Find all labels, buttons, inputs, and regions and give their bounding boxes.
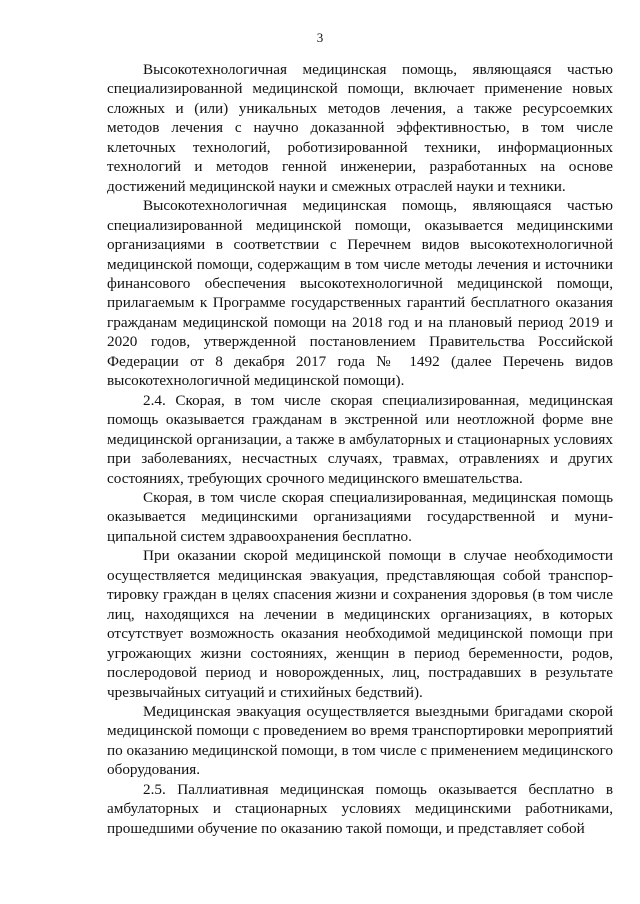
paragraph-emergency-care-free: Скорая, в том числе скорая специализированная, медицинская помощь оказывается медицинскими организациями государственной и муниципальной систем здравоохранения бесплатно. — [107, 488, 613, 545]
paragraph-high-tech-care-definition: Высокотехнологичная медицинская помощь, являющаяся частью специализированной медицинской помощи, включает применение новых сложных и (или) уникальных методов лечения, а также ресурсоемких методов лечения с научно доказанной эффективностью, в том числе клеточных технологий, роботизированной техники, информационных технологий и методов генной инженерии, разработанных на основе достижений медицинской науки и смежных отраслей науки и техники. — [107, 61, 613, 195]
paragraph-evacuation-teams: Медицинская эвакуация осуществляется выездными бригадами скорой медицинской помощи с проведением во время транспортировки мероприятий по оказанию медицинской помощи, в том числе с применением медицинского оборудования. — [107, 702, 613, 779]
paragraph-medical-evacuation: При оказании скорой медицинской помощи в случае необходимости осуществляется медицинская эвакуация, представляющая собой транспортировку граждан в целях спасения жизни и сохранения здоровья (в том числе лиц, находящихся на лечении в медицинских организациях, в которых отсутствует возможность оказания необходимой медицинской помощи при угрожающих жизни состояниях, женщин в период беременности, родов, послеродовой период и новорожденных, лиц, пострадавших в результате чрезвычайных ситуаций и стихийных бедствий). — [107, 547, 613, 701]
document-body — [107, 60, 613, 838]
page-number: 3 — [316, 30, 324, 45]
paragraph-2-4-emergency-care: 2.4. Скорая, в том числе скорая специализированная, медицинская помощь оказывается гражданам в экстренной или неотложной форме вне медицинской организации, а также в амбулаторных и стационарных условиях при заболеваниях, несчастных случаях, травмах, отравлениях и других состояниях, требующих срочного медицинского вмешательства. — [107, 391, 613, 487]
paragraph-high-tech-care-organizations: Высокотехнологичная медицинская помощь, являющаяся частью специализированной медицинской помощи, оказывается медицинскими организациями в соответствии с Перечнем видов высокотехнологичной медицинской помощи, содержащим в том числе методы лечения и источники финансового обеспечения высокотехнологичной медицинской помощи, прилагаемым к Программе государственных гарантий бесплатного оказания гражданам медицинской помощи на 2018 год и на плановый период 2019 и 2020 годов, утвержденной постановлением Правительства Российской Федерации от 8 декабря 2017 года № 1492 (далее Перечень видов высокотехнологичной медицинской помощи). — [107, 197, 613, 390]
paragraph-2-5-palliative-care: 2.5. Паллиативная медицинская помощь оказывается бесплатно в амбулаторных и стационарных условиях медицинскими работниками, прошедшими обучение по оказанию такой помощи, и представляет собой — [107, 780, 613, 837]
